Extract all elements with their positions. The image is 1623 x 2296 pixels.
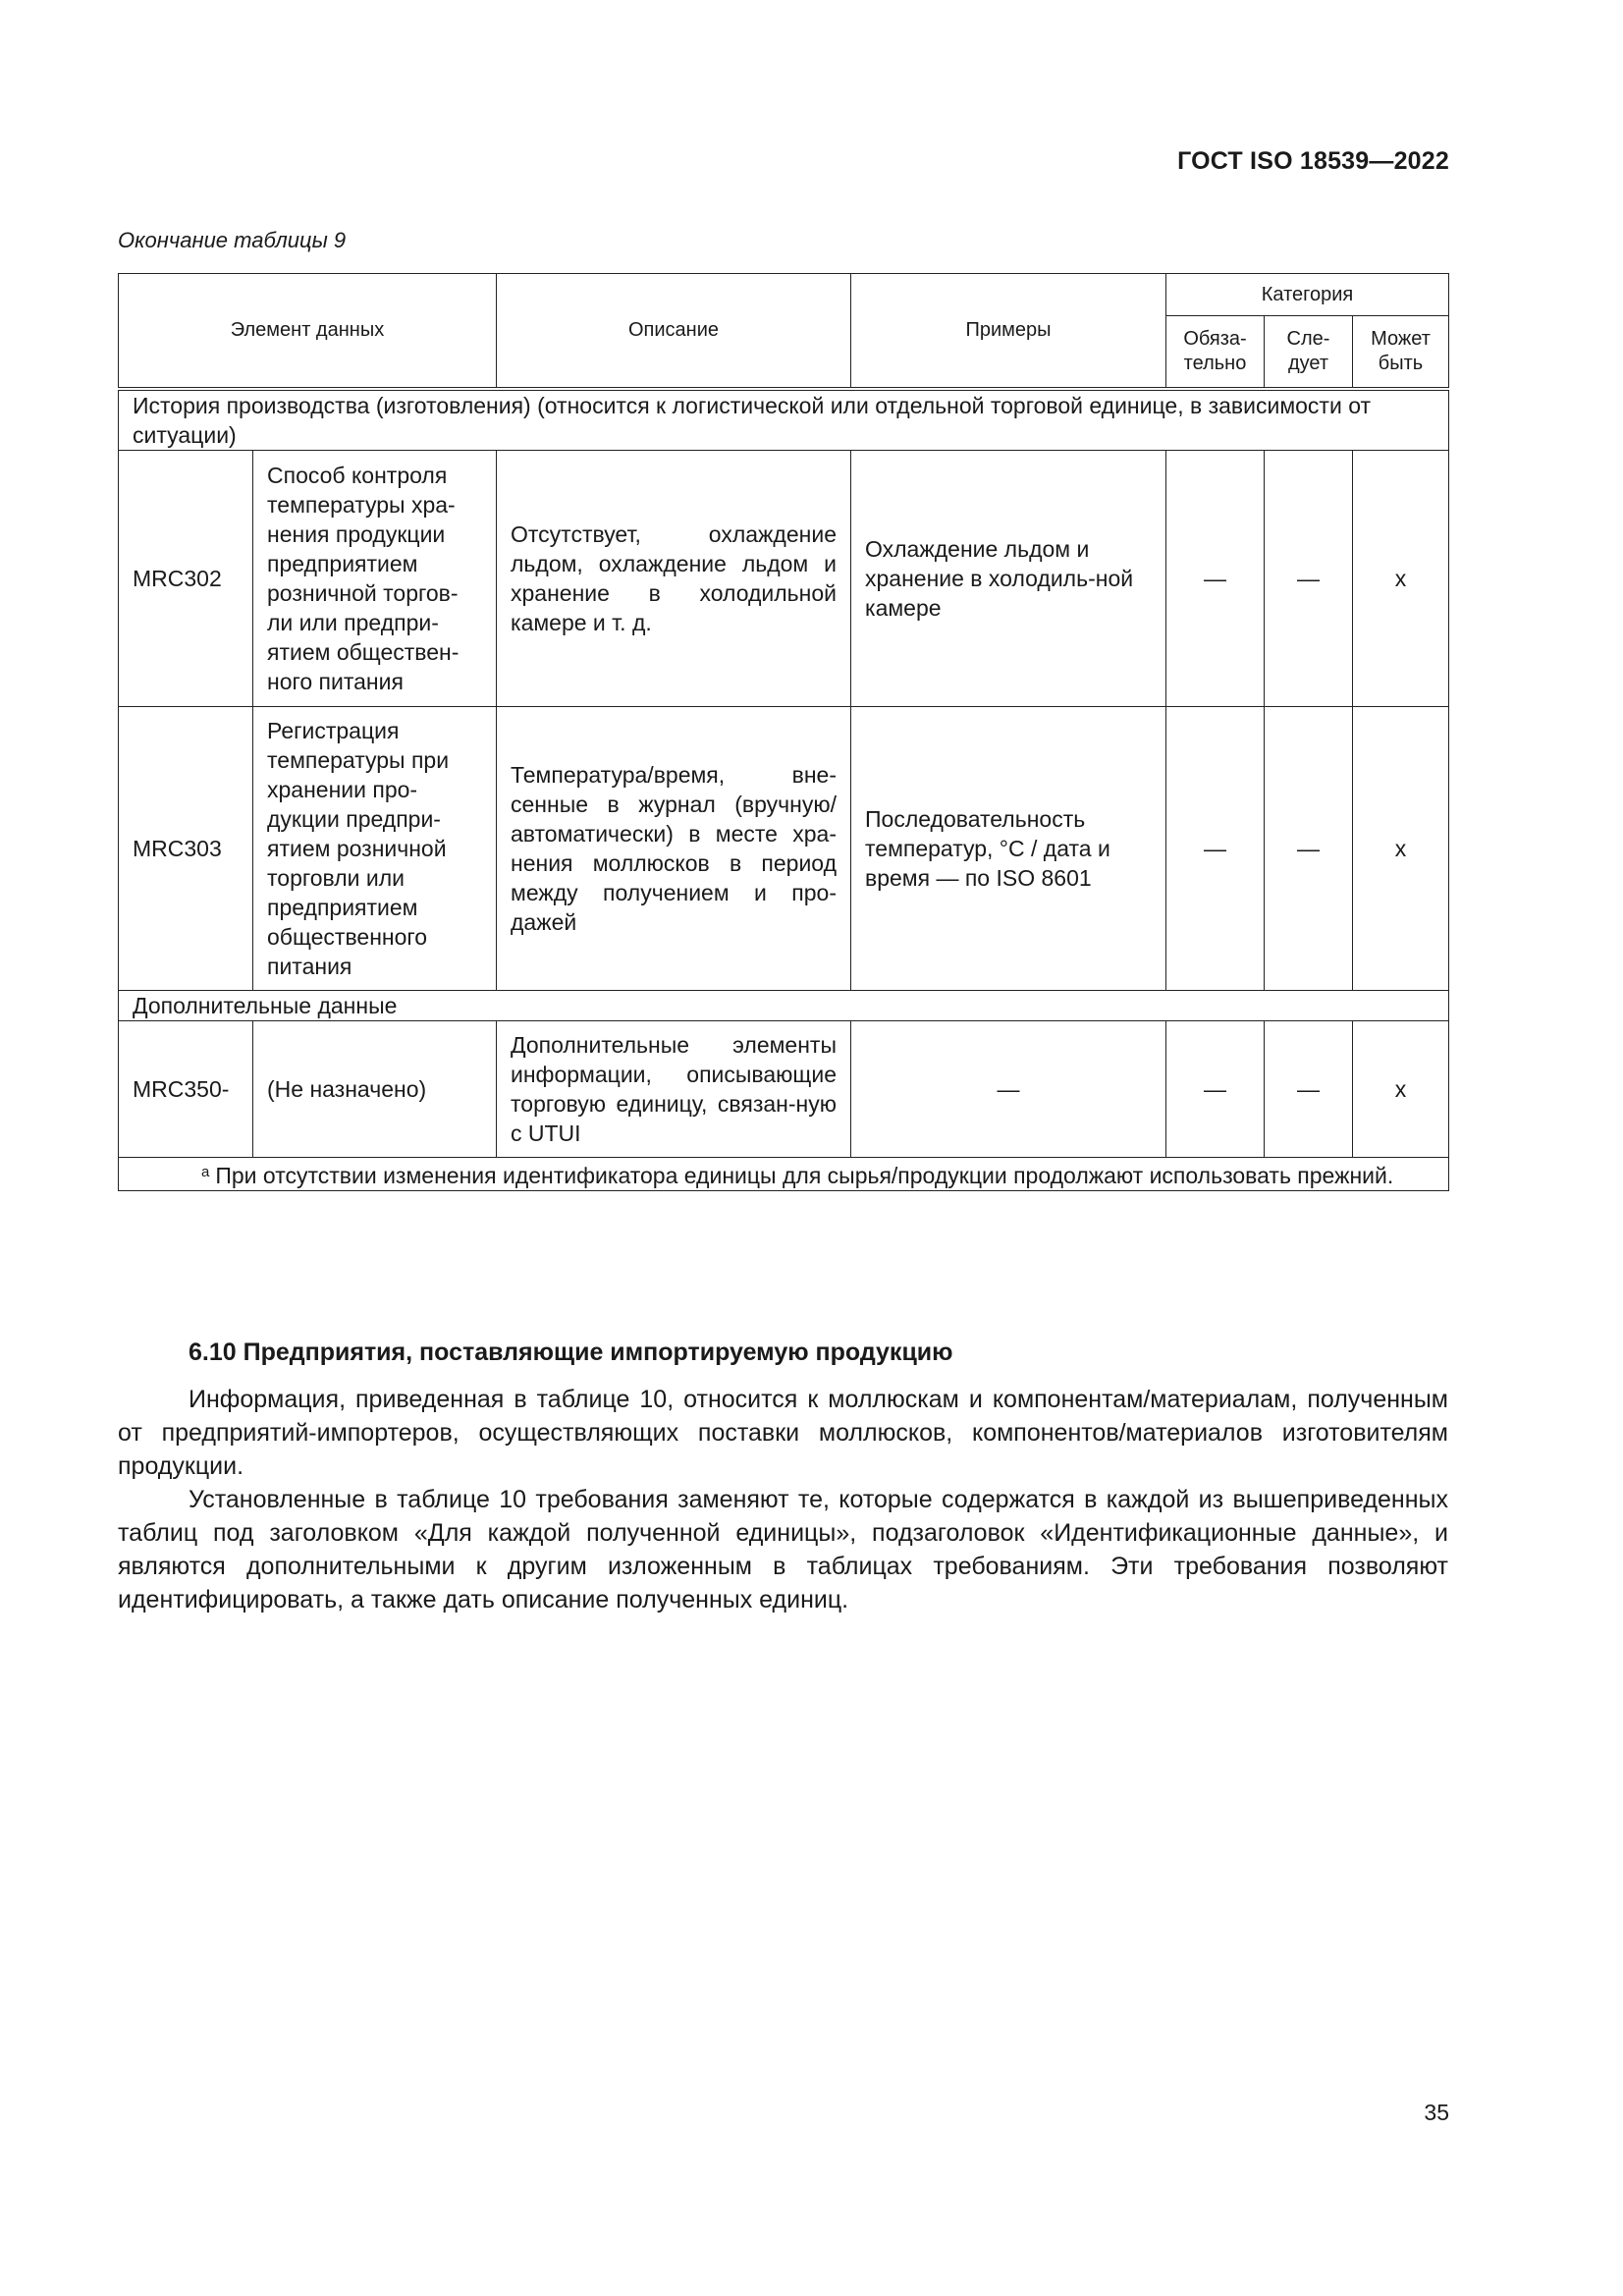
column-header-mandatory: Обяза- тельно (1166, 316, 1265, 390)
data-elements-table (118, 273, 1449, 1191)
element-example: Охлаждение льдом и хранение в холодиль-ной камере (851, 451, 1166, 707)
section-heading: 6.10 Предприятия, поставляющие импортируемую продукцию (189, 1339, 953, 1366)
table-row (119, 1021, 1449, 1158)
column-header-may: Может быть (1353, 316, 1449, 390)
column-header-element: Элемент данных (119, 274, 497, 390)
column-header-category: Категория (1166, 274, 1449, 316)
element-example: — (851, 1021, 1166, 1158)
element-code: MRC302 (119, 451, 253, 707)
element-code: MRC303 (119, 707, 253, 991)
element-name: Регистрация температуры при хранении про-дукции предпри-ятием розничной торговли или предприятием общественного питания (253, 707, 497, 991)
element-description: Дополнительные элементы информации, описывающие торговую единицу, связан-ную с UTUI (497, 1021, 851, 1158)
category-mandatory: — (1166, 707, 1265, 991)
column-header-examples: Примеры (851, 274, 1166, 390)
element-code: MRC350- (119, 1021, 253, 1158)
category-mandatory: — (1166, 451, 1265, 707)
section-row-additional-data: Дополнительные данные (119, 991, 1449, 1021)
category-may: x (1353, 451, 1449, 707)
paragraph: Установленные в таблице 10 требования заменяют те, которые содержатся в каждой из вышеприведенных таблиц под заголовком «Для каждой полученной единицы», подзаголовок «Идентификационные данные», и являются дополнительными к другим изложенным в таблицах требованиям. Эти требования позволяют идентифицировать, а также дать описание полученных единиц. (118, 1486, 1448, 1613)
category-may: x (1353, 707, 1449, 991)
element-name: (Не назначено) (253, 1021, 497, 1158)
page-number: 35 (1424, 2100, 1449, 2125)
element-description: Температура/время, вне-сенные в журнал (вручную/автоматически) в месте хра-нения моллюсков в период между получением и про-дажей (497, 707, 851, 991)
category-should: — (1265, 707, 1353, 991)
document-designation: ГОСТ ISO 18539—2022 (1177, 147, 1449, 175)
table-row (119, 707, 1449, 991)
paragraph: Информация, приведенная в таблице 10, относится к моллюскам и компонентам/материалам, полученным от предприятий-импортеров, осуществляющих поставки моллюсков, компонентов/материалов изготовителям продукции. (118, 1386, 1448, 1480)
table-row (119, 451, 1449, 707)
column-header-description: Описание (497, 274, 851, 390)
category-mandatory: — (1166, 1021, 1265, 1158)
category-should: — (1265, 451, 1353, 707)
element-description: Отсутствует, охлаждение льдом, охлаждение льдом и хранение в холодильной камере и т. д. (497, 451, 851, 707)
element-example: Последовательность температур, °C / дата и время — по ISO 8601 (851, 707, 1166, 991)
table-caption: Окончание таблицы 9 (118, 228, 347, 252)
footnote-text: При отсутствии изменения идентификатора единицы для сырья/продукции продолжают использовать прежний. (215, 1163, 1394, 1188)
footnote-mark: a (201, 1164, 210, 1180)
element-name: Способ контроля температуры хра-нения продукции предприятием розничной торгов-ли или предпри-ятием обществен-ного питания (253, 451, 497, 707)
section-row-production-history: История производства (изготовления) (относится к логистической или отдельной торговой единице, в зависимости от ситуации) (119, 389, 1449, 451)
category-may: x (1353, 1021, 1449, 1158)
category-should: — (1265, 1021, 1353, 1158)
table-footnote (119, 1158, 1449, 1191)
column-header-should: Сле- дует (1265, 316, 1353, 390)
section-6-10 (118, 1336, 1448, 1616)
